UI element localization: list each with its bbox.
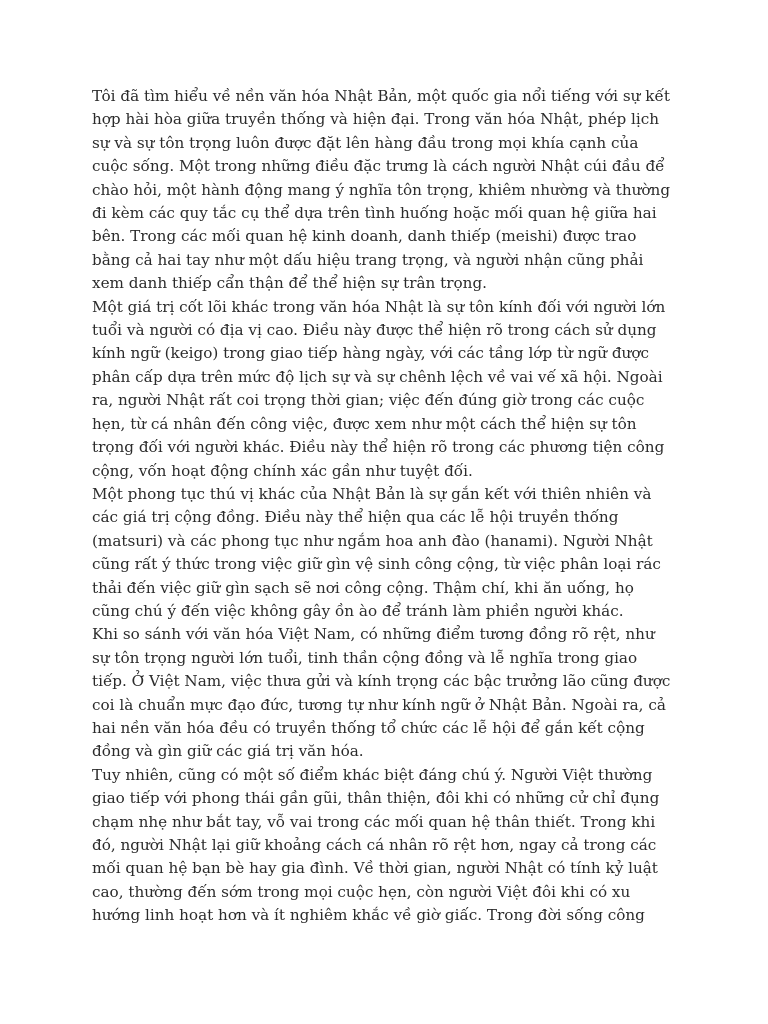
text-line: xem danh thiếp cẩn thận để thể hiện sự trân trọng. bbox=[92, 274, 488, 293]
text-line: kính ngữ (keigo) trong giao tiếp hàng ngày, với các tầng lớp từ ngữ được bbox=[92, 344, 649, 363]
paragraph-5 bbox=[92, 764, 682, 928]
paragraph-4 bbox=[92, 623, 682, 763]
text-line: hai nền văn hóa đều có truyền thống tổ chức các lễ hội để gắn kết cộng bbox=[92, 718, 645, 737]
text-line: bên. Trong các mối quan hệ kinh doanh, danh thiếp (meishi) được trao bbox=[92, 227, 637, 246]
paragraph-3 bbox=[92, 483, 682, 623]
text-line: bằng cả hai tay như một dấu hiệu trang trọng, và người nhận cũng phải bbox=[92, 250, 644, 269]
text-line: hẹn, từ cá nhân đến công việc, được xem như một cách thể hiện sự tôn bbox=[92, 414, 637, 433]
text-line: cũng rất ý thức trong việc giữ gìn vệ sinh công cộng, từ việc phân loại rác bbox=[92, 555, 661, 574]
text-line: Tôi đã tìm hiểu về nền văn hóa Nhật Bản, một quốc gia nổi tiếng với sự kết bbox=[92, 87, 670, 105]
text-line: ra, người Nhật rất coi trọng thời gian; việc đến đúng giờ trong các cuộc bbox=[92, 391, 645, 410]
document-page bbox=[92, 85, 682, 928]
text-line: cao, thường đến sớm trong mọi cuộc hẹn, còn người Việt đôi khi có xu bbox=[92, 882, 631, 901]
text-line: thải đến việc giữ gìn sạch sẽ nơi công cộng. Thậm chí, khi ăn uống, họ bbox=[92, 578, 634, 597]
text-line: cộng, vốn hoạt động chính xác gần như tuyệt đối. bbox=[92, 461, 473, 480]
text-line: hợp hài hòa giữa truyền thống và hiện đại. Trong văn hóa Nhật, phép lịch bbox=[92, 110, 660, 129]
text-line: đồng và gìn giữ các giá trị văn hóa. bbox=[92, 742, 364, 761]
text-line: đó, người Nhật lại giữ khoảng cách cá nhân rõ rệt hơn, ngay cả trong các bbox=[92, 836, 657, 854]
text-line: Một giá trị cốt lõi khác trong văn hóa Nhật là sự tôn kính đối với người lớn bbox=[92, 297, 666, 316]
text-line: các giá trị cộng đồng. Điều này thể hiện qua các lễ hội truyền thống bbox=[92, 508, 619, 527]
text-line: tuổi và người có địa vị cao. Điều này được thể hiện rõ trong cách sử dụng bbox=[92, 321, 657, 340]
text-line: (matsuri) và các phong tục như ngắm hoa anh đào (hanami). Người Nhật bbox=[92, 531, 653, 550]
paragraph-1 bbox=[92, 85, 682, 296]
text-line: đi kèm các quy tắc cụ thể dựa trên tình huống hoặc mối quan hệ giữa hai bbox=[92, 204, 657, 223]
text-line: chạm nhẹ như bắt tay, vỗ vai trong các mối quan hệ thân thiết. Trong khi bbox=[92, 812, 656, 831]
paragraph-2 bbox=[92, 296, 682, 483]
text-line: coi là chuẩn mực đạo đức, tương tự như kính ngữ ở Nhật Bản. Ngoài ra, cả bbox=[92, 695, 666, 714]
text-line: Một phong tục thú vị khác của Nhật Bản là sự gắn kết với thiên nhiên và bbox=[92, 484, 652, 503]
text-line: Khi so sánh với văn hóa Việt Nam, có những điểm tương đồng rõ rệt, như bbox=[92, 625, 655, 644]
text-line: hướng linh hoạt hơn và ít nghiêm khắc về giờ giấc. Trong đời sống công bbox=[92, 906, 645, 925]
text-line: phân cấp dựa trên mức độ lịch sự và sự chênh lệch về vai vế xã hội. Ngoài bbox=[92, 367, 663, 386]
text-line: sự và sự tôn trọng luôn được đặt lên hàng đầu trong mọi khía cạnh của bbox=[92, 133, 639, 152]
text-line: chào hỏi, một hành động mang ý nghĩa tôn trọng, khiêm nhường và thường bbox=[92, 180, 671, 199]
text-line: Tuy nhiên, cũng có một số điểm khác biệt đáng chú ý. Người Việt thường bbox=[92, 765, 653, 784]
text-line: trọng đối với người khác. Điều này thể hiện rõ trong các phương tiện công bbox=[92, 438, 665, 457]
text-line: giao tiếp với phong thái gần gũi, thân thiện, đôi khi có những cử chỉ đụng bbox=[92, 789, 660, 808]
text-line: cũng chú ý đến việc không gây ồn ào để tránh làm phiền người khác. bbox=[92, 601, 624, 620]
text-line: tiếp. Ở Việt Nam, việc thưa gửi và kính trọng các bậc trưởng lão cũng được bbox=[92, 672, 671, 691]
text-line: mối quan hệ bạn bè hay gia đình. Về thời gian, người Nhật có tính kỷ luật bbox=[92, 859, 658, 878]
text-line: sự tôn trọng người lớn tuổi, tinh thần cộng đồng và lễ nghĩa trong giao bbox=[92, 648, 638, 667]
text-line: cuộc sống. Một trong những điều đặc trưng là cách người Nhật cúi đầu để bbox=[92, 157, 665, 176]
